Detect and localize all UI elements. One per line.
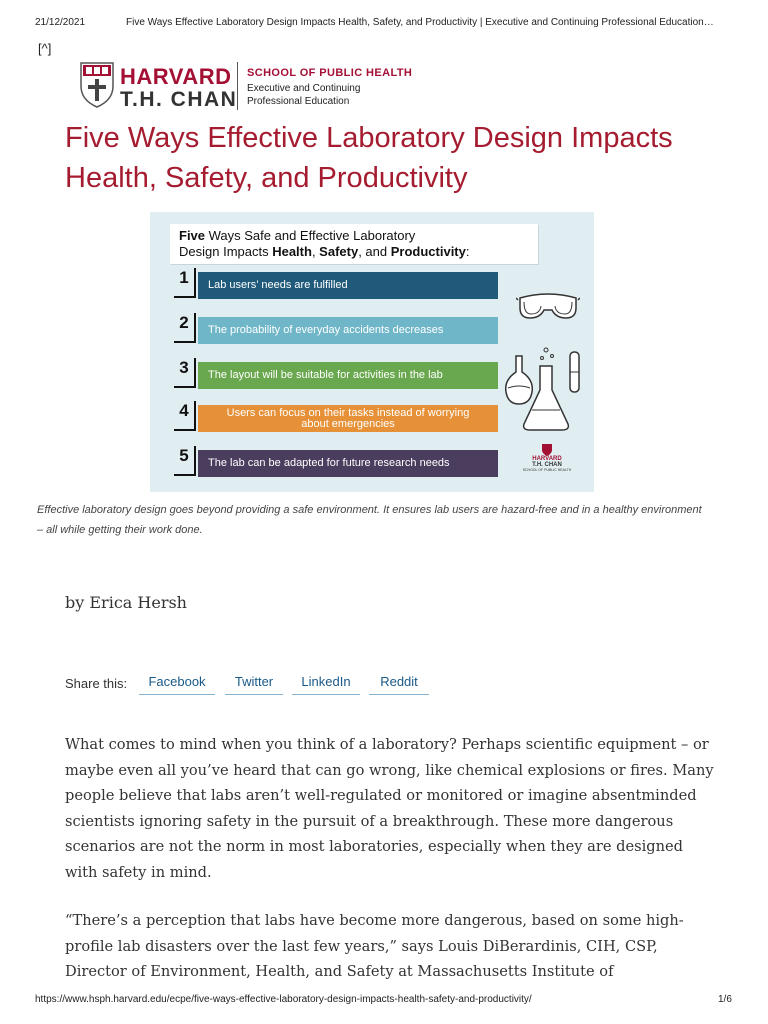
print-footer [0,992,768,1008]
body-paragraph-1: What comes to mind when you think of a laboratory? Perhaps scientific equipment – or maybe even all you’ve heard that can go wrong, like chemical explosions or fires. Many people believe that labs aren’t well-regulated or monitored or imagine absentminded scientists ignoring safety in the pursuit of a breakthrough. These more dangerous scenarios are not the norm in most laboratories, especially when they are designed with safety in mind. [65,736,714,881]
logo-chan-text: T.H. CHAN [120,88,238,111]
mini-shield-icon [542,444,552,456]
body-paragraph-2: “There’s a perception that labs have become more dangerous, based on some high-profile lab disasters over the last few years,” says Louis DiBerardinis, CIH, CSP, Director of Environment, Health, and Safety at Massachusetts Institute of [65,912,684,980]
harvard-chan-logo[interactable] [80,62,440,116]
harvard-shield-icon [80,62,114,108]
page-title: Five Ways Effective Laboratory Design Impacts Health, Safety, and Productivity [65,122,673,194]
item-bar [198,450,498,477]
item-text: The layout will be suitable for activities in the lab [208,369,443,381]
mini-logo-school: SCHOOL OF PUBLIC HEALTH [522,468,572,472]
item-bar [198,317,498,344]
safety-goggles-icon [516,288,580,324]
item-number: 3 [174,358,196,388]
item-text: The probability of everyday accidents decreases [208,324,444,336]
logo-divider [237,62,238,110]
ig-title-l2c: , [311,244,320,259]
item-text: Lab users’ needs are fulfilled [208,279,348,291]
ig-title-l2a: Design Impacts [179,244,273,259]
logo-school-text: SCHOOL OF PUBLIC HEALTH [247,67,413,79]
logo-exec-line1: Executive and Continuing [247,83,361,94]
ig-title-health: Health [272,244,312,259]
item-text-line2: about emergencies [301,417,395,430]
print-url: https://www.hsph.harvard.edu/ecpe/five-ways-effective-laboratory-design-impacts-health-safety-and-productivity/ [35,994,532,1005]
item-number: 4 [174,401,196,431]
ig-title-line1: Ways Safe and Effective Laboratory [205,228,416,243]
logo-harvard-text: HARVARD [120,64,232,89]
share-reddit-button[interactable]: Reddit [369,672,429,695]
author-byline: by Erica Hersh [65,593,187,612]
share-linkedin-button[interactable]: LinkedIn [292,672,360,695]
ig-title-safety: Safety [319,244,359,259]
back-to-top-link[interactable]: [^] [38,41,52,56]
lab-flasks-icon [502,346,586,432]
infographic-mini-logo [522,444,572,472]
item-number: 5 [174,446,196,476]
item-bar [198,405,498,432]
item-bar [198,272,498,299]
print-date: 21/12/2021 [35,17,86,28]
image-caption: Effective laboratory design goes beyond providing a safe environment. It ensures lab users are hazard-free and in a healthy environment – all while getting their work done. [37,504,702,536]
infographic-title-box [170,224,538,264]
ig-title-l2e: , and [358,244,391,259]
item-bar [198,362,498,389]
mini-logo-harvard: HARVARD [532,456,562,462]
logo-exec-line2: Professional Education [247,96,350,107]
print-doc-title: Five Ways Effective Laboratory Design Impacts Health, Safety, and Productivity | Executive and Continuing Professional Education… [126,17,714,28]
item-number: 2 [174,313,196,343]
infographic-title [179,228,539,260]
item-text: Users can focus on their tasks instead of worrying [226,406,470,419]
share-bar [65,672,565,698]
item-number: 1 [174,268,196,298]
share-label: Share this: [65,676,128,691]
share-facebook-button[interactable]: Facebook [139,672,215,695]
print-header [0,13,768,29]
print-page-number: 1/6 [718,994,732,1005]
infographic [150,212,594,492]
share-twitter-button[interactable]: Twitter [225,672,283,695]
ig-title-l2g: : [465,244,470,259]
ig-title-productivity: Productivity [390,244,466,259]
mini-logo-chan: T.H. CHAN [532,462,562,468]
item-text: The lab can be adapted for future research needs [208,457,450,469]
ig-title-five: Five [179,228,206,243]
